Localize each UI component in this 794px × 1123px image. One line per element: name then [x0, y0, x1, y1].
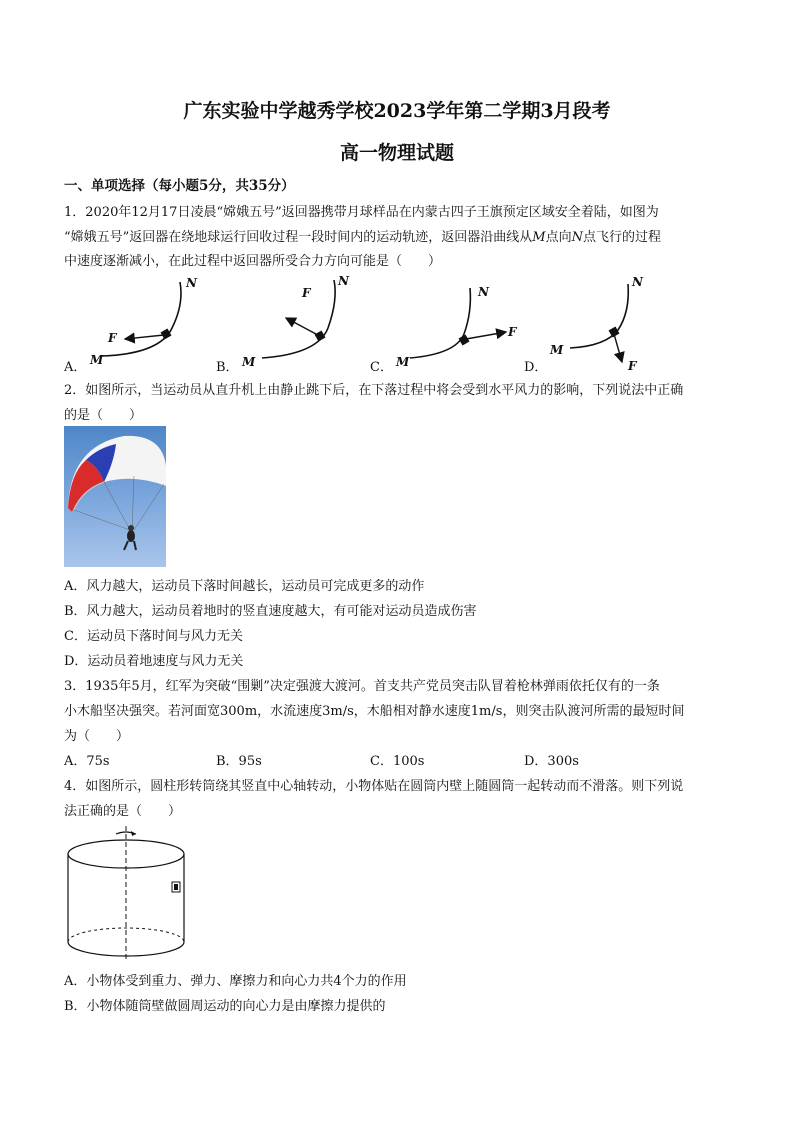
q3-option-a: A．75s	[64, 754, 110, 769]
label-m: M	[90, 353, 104, 367]
q4-option-a: A．小物体受到重力、弹力、摩擦力和向心力共4个力的作用	[64, 974, 407, 989]
label-m: M	[242, 355, 256, 369]
parachute-photo	[64, 426, 166, 567]
force-arrow	[125, 335, 164, 339]
q1-option-a: A．	[64, 360, 87, 375]
label-m: M	[550, 343, 564, 357]
q1-line3: 中速度逐渐减小，在此过程中返回器所受合力方向可能是（ ）	[64, 254, 442, 269]
parachute-illustration	[64, 426, 166, 567]
q3-line2: 小木船坚决强突。若河面宽300m，水流速度3m/s，木船相对静水速度1m/s，则突击队渡河所需的最短时间	[64, 704, 685, 719]
q3-line3: 为（ ）	[64, 729, 130, 744]
label-n: N	[632, 275, 643, 289]
q3-option-b: B．95s	[216, 754, 262, 769]
label-n: N	[478, 285, 489, 299]
capsule-marker	[459, 335, 470, 346]
trajectory-curve	[570, 284, 628, 348]
q3-option-d: D．300s	[524, 754, 579, 769]
q3-option-c: C．100s	[370, 754, 425, 769]
q1-line1: 1．2020年12月17日凌晨“嫦娥五号”返回器携带月球样品在内蒙古四子王旗预定区域安全着陆，如图为	[64, 205, 659, 220]
cylinder-diagram	[62, 826, 192, 962]
q1-diagram-c	[394, 272, 524, 367]
q2-option-d: D．运动员着地速度与风力无关	[64, 654, 244, 669]
q2-option-b: B．风力越大，运动员着地时的竖直速度越大，有可能对运动员造成伤害	[64, 604, 477, 619]
q2-option-c: C．运动员下落时间与风力无关	[64, 629, 243, 644]
capsule-marker	[161, 329, 172, 340]
force-arrow	[614, 334, 622, 362]
exam-title: 广东实验中学越秀学校2023学年第二学期3月段考	[183, 100, 611, 122]
force-arrow	[286, 318, 316, 334]
label-f: F	[628, 359, 637, 373]
q4-line2: 法正确的是（ ）	[64, 804, 182, 819]
q2-line1: 2．如图所示，当运动员从直升机上由静止跳下后，在下落过程中将会受到水平风力的影响，下列说法中正确	[64, 383, 684, 398]
capsule-marker	[315, 331, 326, 342]
label-n: N	[186, 276, 197, 290]
trajectory-curve	[262, 280, 335, 358]
q1-line2: “嫦娥五号”返回器在绕地球运行回收过程一段时间内的运动轨迹，返回器沿曲线从M点向N点飞行的过程	[64, 230, 662, 245]
q1-option-c: C．	[370, 360, 393, 375]
q2-line2: 的是（ ）	[64, 408, 143, 423]
q1-diagram-b	[236, 270, 356, 369]
exam-subtitle: 高一物理试题	[339, 142, 454, 164]
q1-option-b: B．	[216, 360, 239, 375]
label-f: F	[108, 331, 117, 345]
section-heading: 一、单项选择（每小题5分，共35分）	[64, 178, 295, 194]
label-f: F	[508, 325, 517, 339]
q4-option-b: B．小物体随筒壁做圆周运动的向心力是由摩擦力提供的	[64, 999, 386, 1014]
label-n: N	[338, 274, 349, 288]
label-f: F	[302, 286, 311, 300]
q2-option-a: A．风力越大，运动员下落时间越长，运动员可完成更多的动作	[64, 579, 425, 594]
q1-diagram-d	[548, 272, 668, 372]
trajectory-curve	[410, 288, 470, 358]
label-m: M	[396, 355, 410, 369]
q1-diagram-a	[80, 272, 200, 367]
q3-line1: 3．1935年5月，红军为突破“围剿”决定强渡大渡河。首支共产党员突击队冒着枪林弹雨依托仅有的一条	[64, 679, 660, 694]
force-arrow	[466, 332, 506, 339]
q1-option-d: D．	[524, 360, 548, 375]
q4-line1: 4．如图所示，圆柱形转筒绕其竖直中心轴转动，小物体贴在圆筒内壁上随圆筒一起转动而不滑落。则下列说	[64, 779, 684, 794]
